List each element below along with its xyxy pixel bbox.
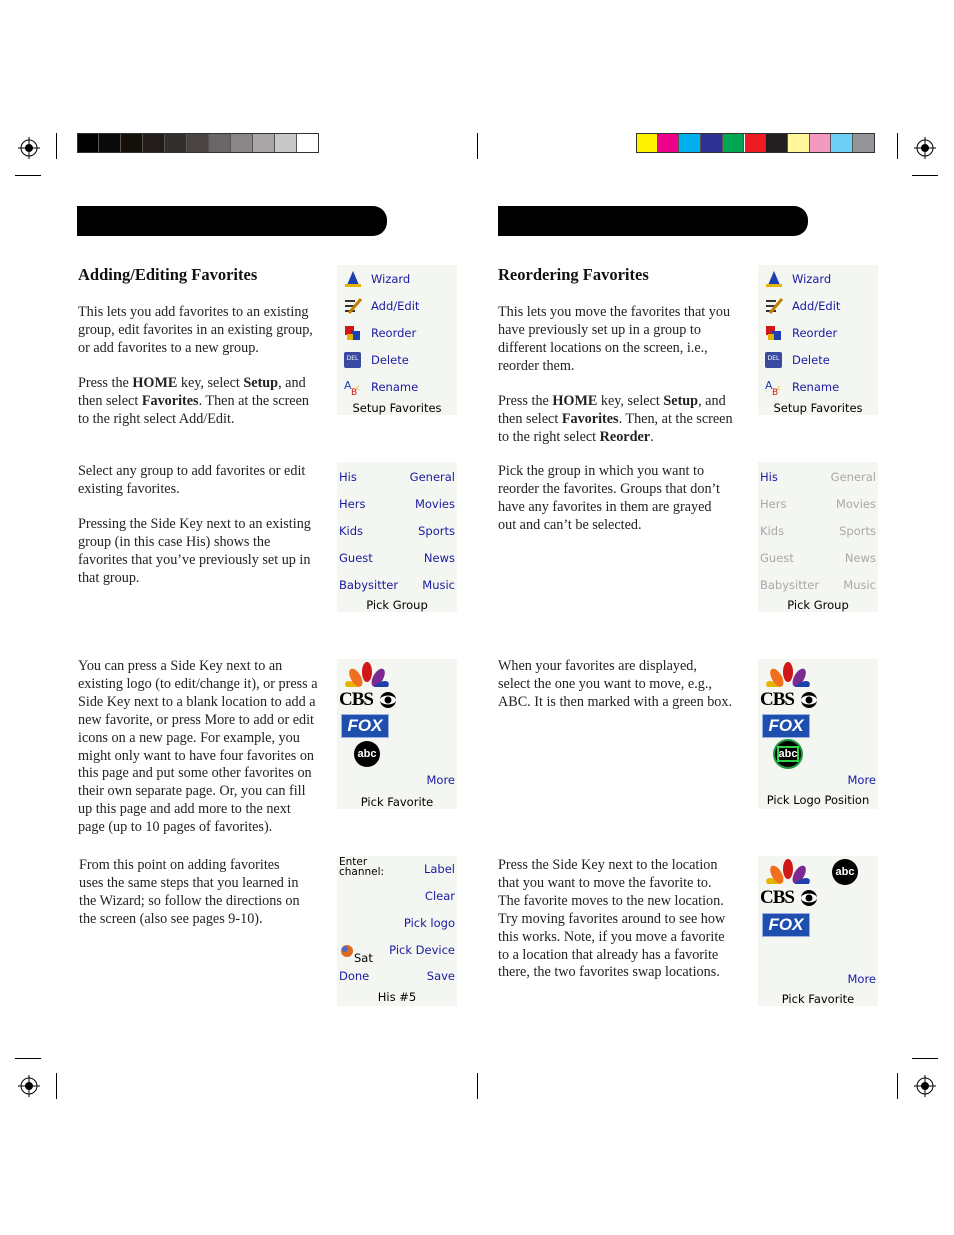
nbc-peacock-icon[interactable]: [343, 661, 391, 687]
pick-logo-button[interactable]: Pick logo: [403, 916, 455, 930]
screen-title: Pick Group: [787, 598, 849, 612]
group-sports[interactable]: Sports: [418, 524, 455, 538]
nbc-peacock-icon[interactable]: [764, 858, 812, 884]
group-sports: Sports: [839, 524, 876, 538]
group-kids[interactable]: Kids: [339, 524, 364, 538]
group-music[interactable]: Music: [422, 578, 455, 592]
abc-logo[interactable]: [354, 741, 380, 767]
cbs-logo-text: CBS: [760, 887, 794, 908]
screen-title: Pick Favorite: [781, 992, 855, 1006]
cbs-logo-text: CBS: [760, 689, 794, 710]
cbs-logo[interactable]: [339, 689, 399, 711]
label-button[interactable]: Label: [423, 862, 455, 876]
svg-text:B: B: [772, 388, 779, 396]
reorder-blocks-icon: [343, 324, 363, 342]
menu-item-add-edit[interactable]: Add/Edit: [764, 297, 840, 315]
left-header-bar: [77, 206, 387, 236]
group-babysitter: Babysitter: [760, 578, 820, 592]
delete-key-icon: [343, 351, 363, 369]
svg-text:c: c: [777, 384, 781, 392]
fox-logo-text: FOX: [768, 716, 804, 735]
edit-favorite-screen: [337, 856, 457, 1006]
setup-favorites-screen: [337, 265, 457, 415]
trim-mark: [912, 1058, 938, 1059]
pick-device-button[interactable]: Pick Device: [389, 943, 455, 957]
group-general: General: [830, 470, 876, 484]
registration-mark-icon: [914, 1075, 936, 1097]
more-button[interactable]: More: [847, 972, 876, 986]
cbs-eye-icon: [800, 889, 818, 907]
screen-title: Pick Group: [366, 598, 428, 612]
right-move-text: Press the Side Key next to the location that you want to move the favorite to. The favorite moves to the new location. Try moving favorites around to see how this works. Note, if you move a favorite to a location that already has a favorite there, the two favorites swap locations.: [498, 857, 726, 981]
device-label: Sat: [354, 951, 373, 965]
trim-mark: [56, 1073, 57, 1099]
screen-title: His #5: [377, 990, 417, 1004]
menu-item-wizard[interactable]: Wizard: [343, 270, 410, 288]
left-logo-text: You can press a Side Key next to an existing logo (to edit/change it), or press a Side Key next to a blank location to add a new favorite, or press More to add or edit icons on a new page. For example, you might only want to have four favorites on this page and put some other favorites on their own separate page. Or, you can fill up this page and add more to the next page (up to 10 pages of favorites).: [78, 658, 318, 836]
group-movies[interactable]: Movies: [414, 497, 455, 511]
group-movies: Movies: [835, 497, 876, 511]
fox-logo[interactable]: [762, 913, 810, 937]
right-intro-text: This lets you move the favorites that you have previously set up in a group to different locations on the screen, i.e., reorder them.: [498, 304, 731, 374]
menu-item-reorder[interactable]: Reorder: [343, 324, 416, 342]
pick-group-screen: [337, 462, 457, 612]
screen-title: Setup Favorites: [773, 401, 863, 415]
trim-mark: [477, 1073, 478, 1099]
left-instructions-text: Press the HOME key, select Setup, and then select Favorites. Then at the screen to the right select Add/Edit.: [78, 375, 309, 427]
svg-text:A: A: [344, 379, 352, 392]
pencil-list-icon: [764, 297, 784, 315]
right-pick-group-text: Pick the group in which you want to reorder the favorites. Groups that don’t have any favorites in them are grayed out and can’t be selected.: [498, 463, 720, 533]
screen-title: Setup Favorites: [352, 401, 442, 415]
trim-mark: [477, 133, 478, 159]
left-side-key-text: Pressing the Side Key next to an existing group (in this case His) shows the favorites that you’ve previously set up in that group.: [78, 516, 311, 586]
pick-logo-position-screen: [758, 659, 878, 809]
cbs-eye-icon: [800, 691, 818, 709]
done-button[interactable]: Done: [339, 969, 370, 983]
menu-item-delete[interactable]: DEL Delete: [764, 351, 830, 369]
menu-item-rename[interactable]: A B c Rename: [344, 379, 419, 396]
clear-button[interactable]: Clear: [424, 889, 455, 903]
rename-letters-icon: [764, 378, 784, 396]
trim-mark: [56, 133, 57, 159]
left-wizard-text: From this point on adding favorites uses the same steps that you learned in the Wizard; so follow the directions on the screen (also see pages 9-10).: [79, 857, 300, 927]
rename-letters-icon: [343, 378, 363, 396]
group-hers[interactable]: Hers: [339, 497, 366, 511]
group-babysitter[interactable]: Babysitter: [339, 578, 399, 592]
svg-text:c: c: [356, 384, 360, 392]
color-bar-frame: [77, 133, 319, 153]
abc-logo-selected[interactable]: [775, 741, 801, 767]
abc-logo-text: abc: [835, 866, 855, 878]
cbs-logo[interactable]: [760, 689, 820, 711]
group-his[interactable]: His: [760, 470, 778, 484]
svg-text:A: A: [765, 379, 773, 392]
fox-logo-text: FOX: [768, 915, 804, 934]
trim-mark: [912, 175, 938, 176]
menu-item-delete[interactable]: DEL Delete: [343, 351, 409, 369]
right-instructions-text: Press the HOME key, select Setup, and then select Favorites. Then, at the screen to the right select Reorder.: [498, 393, 733, 445]
abc-logo[interactable]: [832, 859, 858, 885]
cbs-logo-text: CBS: [339, 689, 373, 710]
more-button[interactable]: More: [847, 773, 876, 787]
trim-mark: [15, 175, 41, 176]
pick-favorite-screen: [337, 659, 457, 809]
trim-mark: [897, 133, 898, 159]
svg-text:DEL: DEL: [767, 355, 780, 362]
right-select-text: When your favorites are displayed, select the one you want to move, e.g., ABC. It is then marked with a green box.: [498, 658, 733, 710]
fox-logo[interactable]: [762, 714, 810, 738]
enter-channel-label: Enter channel:: [339, 856, 385, 878]
registration-mark-icon: [914, 137, 936, 159]
pick-group-grayed-screen: [758, 462, 878, 612]
fox-logo-text: FOX: [347, 716, 383, 735]
registration-mark-icon: [18, 1075, 40, 1097]
svg-text:B: B: [351, 388, 358, 396]
screen-title: Pick Favorite: [360, 795, 434, 809]
group-general[interactable]: General: [409, 470, 455, 484]
right-heading: Reordering Favorites: [498, 265, 649, 284]
color-bar-frame: [636, 133, 875, 153]
group-his[interactable]: His: [339, 470, 357, 484]
more-button[interactable]: More: [426, 773, 455, 787]
screen-title: Pick Logo Position: [766, 793, 870, 807]
cbs-logo[interactable]: [760, 887, 820, 909]
menu-item-rename[interactable]: A B c Rename: [765, 379, 840, 396]
menu-item-reorder[interactable]: Reorder: [764, 324, 837, 342]
setup-favorites-screen-2: [758, 265, 878, 415]
satellite-dish-icon: [340, 944, 354, 958]
svg-text:DEL: DEL: [346, 355, 359, 362]
group-music: Music: [843, 578, 876, 592]
trim-mark: [897, 1073, 898, 1099]
trim-mark: [15, 1058, 41, 1059]
left-intro-text: This lets you add favorites to an existing group, edit favorites in an existing group, or add favorites to a new group.: [78, 304, 313, 356]
delete-key-icon: [764, 351, 784, 369]
save-button[interactable]: Save: [426, 969, 455, 983]
cbs-eye-icon: [379, 691, 397, 709]
left-heading: Adding/Editing Favorites: [78, 265, 258, 284]
group-guest[interactable]: Guest: [339, 551, 373, 565]
registration-mark-icon: [18, 137, 40, 159]
group-guest: Guest: [760, 551, 794, 565]
reorder-blocks-icon: [764, 324, 784, 342]
group-kids: Kids: [760, 524, 785, 538]
wizard-hat-icon: [343, 270, 363, 288]
pencil-list-icon: [343, 297, 363, 315]
abc-logo-text: abc: [778, 748, 798, 760]
fox-logo[interactable]: [341, 714, 389, 738]
favorite-moved-screen: [758, 856, 878, 1006]
wizard-hat-icon: [764, 270, 784, 288]
left-select-group-text: Select any group to add favorites or edit existing favorites.: [78, 463, 306, 497]
nbc-peacock-icon[interactable]: [764, 661, 812, 687]
menu-item-add-edit[interactable]: Add/Edit: [343, 297, 419, 315]
abc-logo-text: abc: [357, 748, 377, 760]
group-news: News: [844, 551, 876, 565]
right-header-bar: [498, 206, 808, 236]
group-news[interactable]: News: [423, 551, 455, 565]
menu-item-wizard[interactable]: Wizard: [764, 270, 831, 288]
group-hers: Hers: [760, 497, 787, 511]
